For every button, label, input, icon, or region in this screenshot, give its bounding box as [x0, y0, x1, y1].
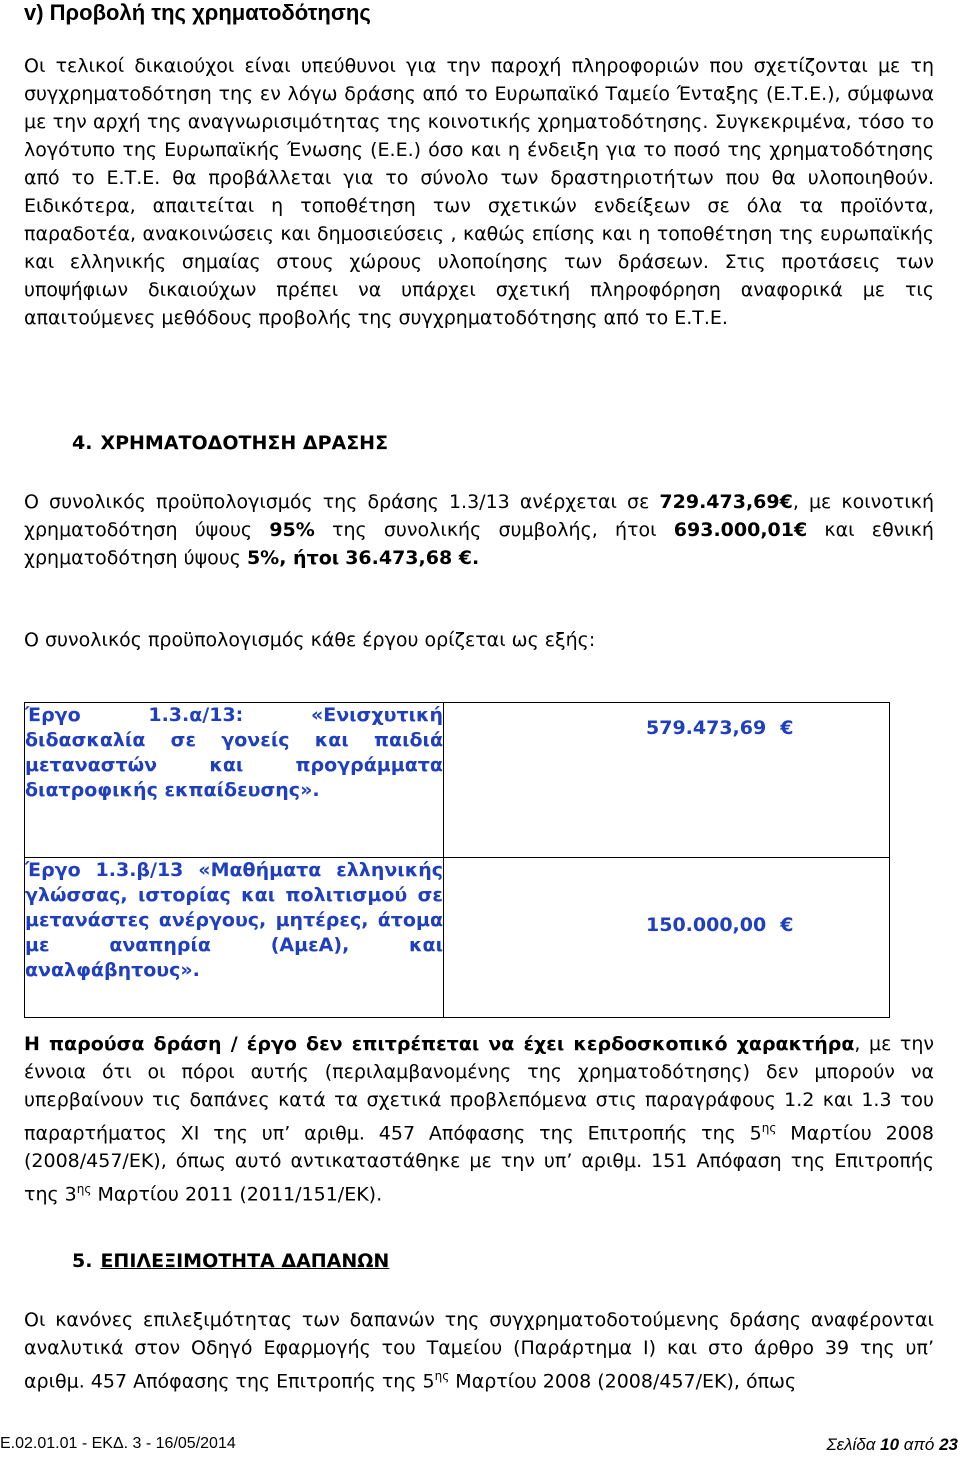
table-row [25, 703, 890, 858]
budget-paragraph: Ο συνολικός προϋπολογισμός της δράσης 1.3/13 ανέρχεται σε 729.473,69€, με κοινοτική χρηματοδότηση ύψους 95% της συνολικής συμβολής, ήτοι 693.000,01€ και εθνική χρηματοδότηση ύψους 5%, ήτοι 36.473,68 €. [24, 491, 934, 569]
footer-document-code: Ε.02.01.01 - ΕΚΔ. 3 - 16/05/2014 [0, 1435, 236, 1452]
project-amount-cell [444, 858, 890, 1018]
project-description: Έργο 1.3.α/13: «Ενισχυτική διδασκαλία σε γονείς και παιδιά μεταναστών και προγράμματα διατροφικής εκπαίδευσης». [25, 703, 444, 858]
section-heading-eligibility [72, 1250, 389, 1272]
project-budget-table [24, 702, 890, 1018]
project-amount-cell [444, 703, 890, 858]
section-title: ΧΡΗΜΑΤΟΔΟΤΗΣΗ ΔΡΑΣΗΣ [100, 432, 389, 454]
eligibility-paragraph: Οι κανόνες επιλεξιμότητας των δαπανών της συγχρηματοδοτούμενης δράσης αναφέρονται αναλυτικά στον Οδηγό Εφαρμογής του Ταμείου (Παράρτημα Ι) και στο άρθρο 39 της υπ’ αριθμ. 457 Απόφασης της Επιτροπής της $5^{\eta\varsigma}$ Μαρτίου 2008 (2008/457/ΕΚ), όπως [24, 1309, 934, 1393]
section-number: 4. [72, 432, 93, 454]
table-row [25, 858, 890, 1018]
section-heading-financing [72, 432, 388, 454]
section-title: ΕΠΙΛΕΞΙΜΟΤΗΤΑ ΔΑΠΑΝΩΝ [100, 1250, 390, 1272]
footer-page-number: Σελίδα 10 από 23 [826, 1435, 958, 1454]
per-project-intro: Ο συνολικός προϋπολογισμός κάθε έργου ορίζεται ως εξής: [24, 629, 596, 651]
project-description: Έργο 1.3.β/13 «Μαθήματα ελληνικής γλώσσας, ιστορίας και πολιτισμού σε μετανάστες ανέργους, μητέρες, άτομα με αναπηρία (ΑμεΑ), και αναλφάβητους». [25, 858, 444, 1018]
publicity-paragraph: Οι τελικοί δικαιούχοι είναι υπεύθυνοι για την παροχή πληροφοριών που σχετίζονται με τη συγχρηματοδότηση της εν λόγω δράσης από το Ευρωπαϊκό Ταμείο Ένταξης (Ε.Τ.Ε.), σύμφωνα με την αρχή της αναγνωρισιμότητας της κοινοτικής χρηματοδότησης. Συγκεκριμένα, τόσο το λογότυπο της Ευρωπαϊκής Ένωσης (Ε.Ε.) όσο και η ένδειξη για το ποσό της χρηματοδότησης από το Ε.Τ.Ε. θα προβάλλεται για το σύνολο των δραστηριοτήτων που θα υλοποιηθούν. Ειδικότερα, απαιτείται η τοποθέτηση των σχετικών ενδείξεων σε όλα τα προϊόντα, παραδοτέα, ανακοινώσεις και δημοσιεύσεις , καθώς επίσης και η τοποθέτηση της ευρωπαϊκής και ελληνικής σημαίας στους χώρους υλοποίησης των δράσεων. Στις προτάσεις των υποψήφιων δικαιούχων πρέπει να υπάρχει σχετική πληροφόρηση αναφορικά με τις απαιτούμενες μεθόδους προβολής της συγχρηματοδότησης από το Ε.Τ.Ε. [24, 55, 934, 329]
nonprofit-paragraph: Η παρούσα δράση / έργο δεν επιτρέπεται να έχει κερδοσκοπικό χαρακτήρα, με την έννοια ότι οι πόροι αυτής (περιλαμβανομένης της χρηματοδότησης) δεν μπορούν να υπερβαίνουν τις δαπάνες κατά τα σχετικά προβλεπόμενα στις παραγράφους 1.2 και 1.3 του παραρτήματος XI της υπ’ αριθμ. 457 Απόφασης της Επιτροπής της $5^{\eta\varsigma}$ Μαρτίου 2008 (2008/457/ΕΚ), όπως αυτό αντικαταστάθηκε με την υπ’ αριθμ. 151 Απόφαση της Επιτροπής της $3^{\eta\varsigma}$ Μαρτίου 2011 (2011/151/ΕΚ). [24, 1033, 934, 1206]
section-number: 5. [72, 1250, 93, 1272]
project-amount: 150.000,00 [646, 914, 767, 936]
project-amount: 579.473,69 [646, 717, 767, 739]
euro-icon: € [780, 717, 794, 739]
euro-icon: € [780, 914, 794, 936]
section-heading-publicity: v) Προβολή της χρηματοδότησης [24, 0, 371, 25]
